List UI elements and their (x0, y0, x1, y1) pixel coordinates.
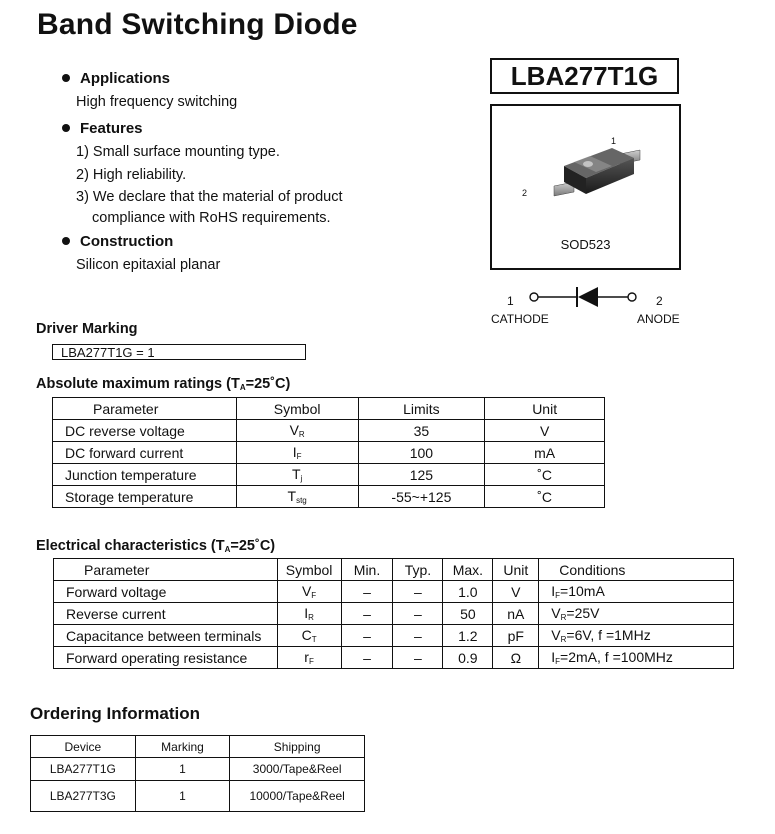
table-header: Unit (493, 559, 539, 581)
condition-main: V (551, 605, 561, 621)
table-header: Limits (358, 398, 485, 420)
feature-item: 3) We declare that the material of product (76, 189, 343, 205)
table-row (31, 758, 365, 781)
table-cell: Storage temperature (53, 486, 237, 508)
page-title: Band Switching Diode (37, 8, 358, 41)
table-row (54, 647, 734, 669)
symbol-sub: F (296, 452, 302, 461)
table-cell: 3000/Tape&Reel (230, 758, 365, 781)
applications-heading-text: Applications (80, 70, 171, 87)
table-header: Max. (443, 559, 493, 581)
symbol-sub: F (311, 591, 317, 600)
table-cell: DC reverse voltage (53, 420, 237, 442)
table-cell: ˚C (485, 486, 605, 508)
elec-table (53, 558, 734, 669)
condition-sub: R (560, 613, 567, 622)
condition-rest: =2mA, f =100MHz (560, 649, 673, 665)
table-cell: – (341, 603, 393, 625)
abs-max-heading (36, 376, 290, 392)
applications-text: High frequency switching (76, 94, 238, 110)
abs-max-table (52, 397, 605, 508)
ordering-heading: Ordering Information (30, 704, 200, 723)
table-cell (539, 625, 734, 647)
table-cell (277, 581, 341, 603)
table-cell: 1.0 (443, 581, 493, 603)
diode-pin1-label: 1 (507, 294, 514, 308)
table-header-row (54, 559, 734, 581)
table-header: Marking (135, 736, 230, 758)
condition-main: I (551, 583, 556, 599)
table-row (53, 420, 605, 442)
table-cell: Ω (493, 647, 539, 669)
package-image-box (490, 104, 681, 270)
table-row (54, 603, 734, 625)
table-cell (236, 442, 358, 464)
symbol-sub: T (311, 635, 317, 644)
cathode-label: CATHODE (491, 312, 549, 326)
table-cell (236, 486, 358, 508)
construction-text: Silicon epitaxial planar (76, 257, 221, 273)
table-row (53, 442, 605, 464)
table-header-row (31, 736, 365, 758)
condition-rest: =25V (566, 605, 600, 621)
table-cell: V (485, 420, 605, 442)
feature-item: 1) Small surface mounting type. (76, 144, 280, 160)
table-cell (236, 464, 358, 486)
table-header: Device (31, 736, 136, 758)
table-cell (277, 625, 341, 647)
bullet-icon (62, 237, 70, 245)
bullet-icon (62, 74, 70, 82)
bullet-icon (62, 124, 70, 132)
table-cell: – (341, 581, 393, 603)
table-cell: nA (493, 603, 539, 625)
feature-item: compliance with RoHS requirements. (92, 210, 331, 226)
table-row (54, 581, 734, 603)
table-cell: mA (485, 442, 605, 464)
part-number-box: LBA277T1G (490, 58, 679, 94)
package-pin1-label: 1 (611, 136, 617, 146)
table-cell: LBA277T1G (31, 758, 136, 781)
table-cell (539, 603, 734, 625)
table-cell: DC forward current (53, 442, 237, 464)
condition-sub: R (560, 635, 567, 644)
table-row (53, 464, 605, 486)
symbol-sub: j (300, 474, 303, 483)
elec-heading-sub: A (224, 545, 231, 554)
table-cell: 1 (135, 781, 230, 812)
table-header: Parameter (53, 398, 237, 420)
table-cell: ˚C (485, 464, 605, 486)
table-cell: Capacitance between terminals (54, 625, 278, 647)
table-cell: Forward operating resistance (54, 647, 278, 669)
diode-symbol-icon (520, 285, 640, 309)
table-cell: 1 (135, 758, 230, 781)
table-header: Parameter (54, 559, 278, 581)
table-cell: 125 (358, 464, 485, 486)
symbol-sub: R (308, 613, 314, 622)
features-heading-text: Features (80, 120, 143, 137)
applications-heading (62, 70, 170, 87)
package-name: SOD523 (560, 237, 611, 252)
condition-main: I (551, 649, 556, 665)
table-cell: 100 (358, 442, 485, 464)
driver-marking-heading: Driver Marking (36, 321, 138, 337)
ordering-table (30, 735, 365, 812)
table-header: Unit (485, 398, 605, 420)
symbol-main: T (291, 466, 301, 482)
table-cell (236, 420, 358, 442)
construction-heading (62, 233, 173, 250)
table-header: Symbol (277, 559, 341, 581)
condition-sub: F (555, 657, 561, 666)
symbol-main: I (292, 444, 297, 460)
symbol-sub: F (308, 657, 314, 666)
condition-main: V (551, 627, 561, 643)
abs-max-heading-sub: A (239, 383, 246, 392)
elec-heading-pre: Electrical characteristics (T (36, 538, 225, 554)
table-cell: 1.2 (443, 625, 493, 647)
table-header: Symbol (236, 398, 358, 420)
table-cell: LBA277T3G (31, 781, 136, 812)
diode-pin2-label: 2 (656, 294, 663, 308)
table-cell: 50 (443, 603, 493, 625)
elec-heading (36, 538, 275, 554)
feature-item: 2) High reliability. (76, 167, 187, 183)
symbol-main: T (287, 488, 297, 504)
table-cell (539, 581, 734, 603)
features-heading (62, 120, 143, 137)
symbol-main: V (301, 583, 312, 599)
table-cell (277, 603, 341, 625)
construction-heading-text: Construction (80, 233, 174, 250)
table-cell: 35 (358, 420, 485, 442)
table-cell: V (493, 581, 539, 603)
condition-sub: F (555, 591, 561, 600)
table-cell: 0.9 (443, 647, 493, 669)
table-cell: Reverse current (54, 603, 278, 625)
package-pin2-label: 2 (522, 188, 528, 198)
condition-rest: =6V, f =1MHz (566, 627, 651, 643)
table-cell: -55~+125 (358, 486, 485, 508)
symbol-main: r (304, 649, 309, 665)
driver-marking-box: LBA277T1G = 1 (52, 344, 306, 360)
elec-heading-post: =25˚C) (230, 538, 276, 554)
table-cell: – (393, 581, 443, 603)
table-cell: 10000/Tape&Reel (230, 781, 365, 812)
table-cell: pF (493, 625, 539, 647)
symbol-main: I (304, 605, 309, 621)
table-header: Shipping (230, 736, 365, 758)
table-cell: – (393, 603, 443, 625)
table-cell: Forward voltage (54, 581, 278, 603)
table-row (54, 625, 734, 647)
abs-max-heading-pre: Absolute maximum ratings (T (36, 376, 240, 392)
table-cell: – (393, 625, 443, 647)
symbol-sub: stg (296, 496, 307, 505)
table-cell: – (341, 647, 393, 669)
table-header: Min. (341, 559, 393, 581)
table-header: Conditions (539, 559, 734, 581)
symbol-sub: R (298, 430, 305, 439)
table-cell: – (341, 625, 393, 647)
table-cell: – (393, 647, 443, 669)
table-row (53, 486, 605, 508)
table-header-row (53, 398, 605, 420)
table-row (31, 781, 365, 812)
symbol-main: V (289, 422, 299, 438)
table-cell (277, 647, 341, 669)
table-header: Typ. (393, 559, 443, 581)
symbol-main: C (301, 627, 312, 643)
table-cell (539, 647, 734, 669)
condition-rest: =10mA (560, 583, 605, 599)
abs-max-heading-post: =25˚C) (245, 376, 291, 392)
table-cell: Junction temperature (53, 464, 237, 486)
anode-label: ANODE (637, 312, 680, 326)
